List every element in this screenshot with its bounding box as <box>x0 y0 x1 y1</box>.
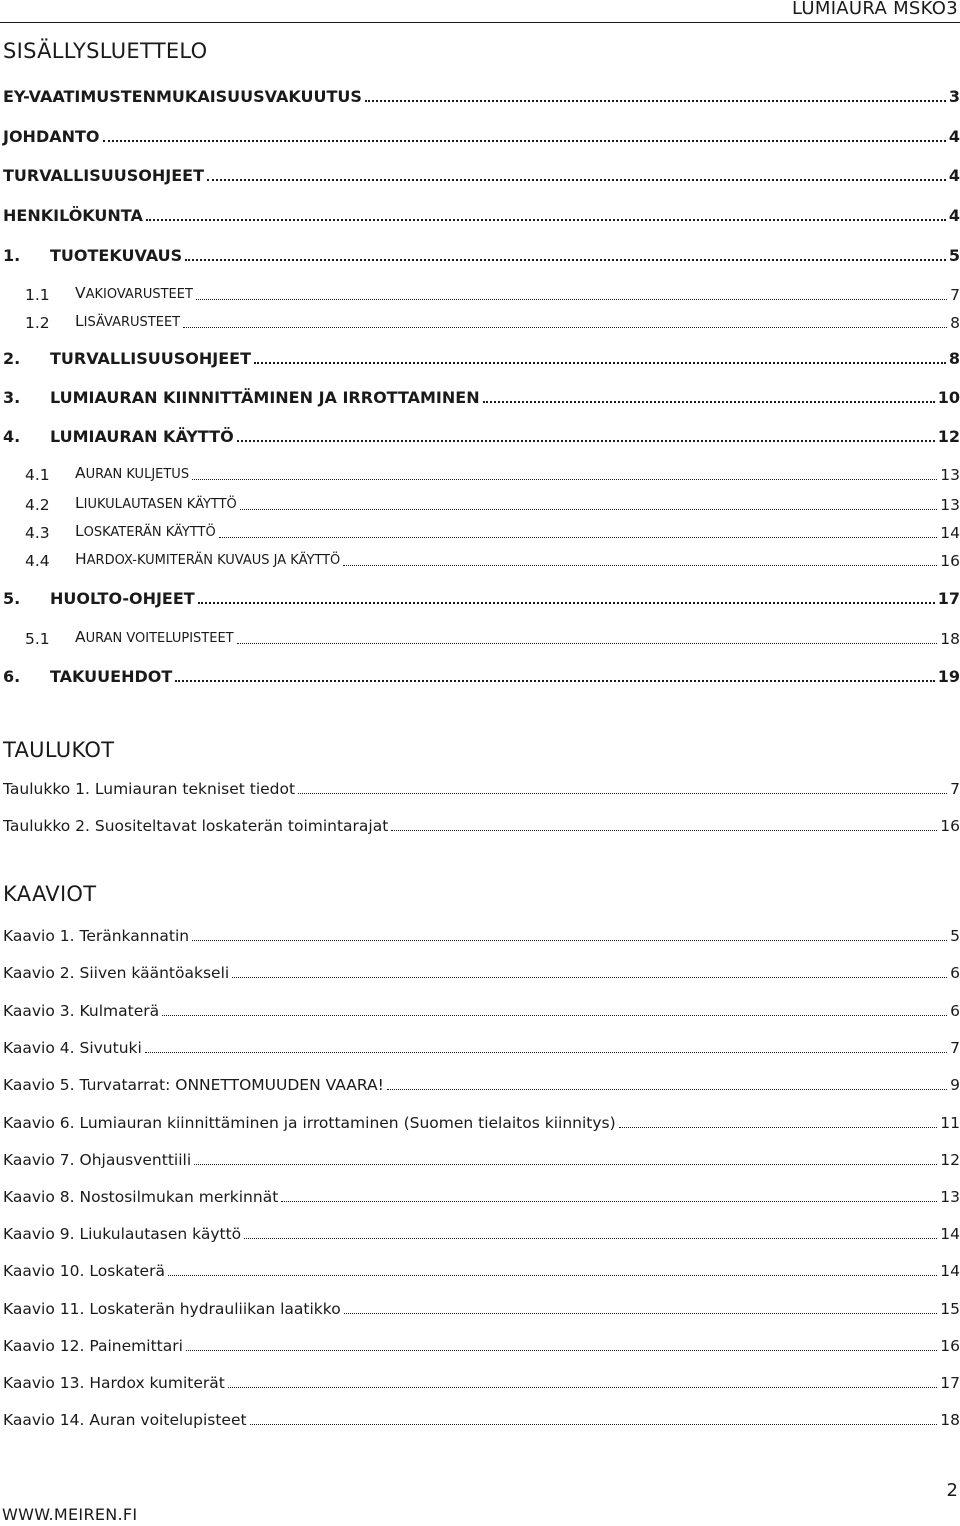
figure-entry-text: Kaavio 12. Painemittari <box>3 1337 183 1355</box>
figure-entry-text: Kaavio 11. Loskaterän hydrauliikan laatikko <box>3 1300 341 1318</box>
toc-entry[interactable] <box>3 124 960 148</box>
toc-entry-number: 5. <box>3 589 21 608</box>
dot-leader <box>483 401 935 403</box>
figure-entry-text: Kaavio 2. Siiven kääntöakseli <box>3 964 230 982</box>
figure-entry-page: 7 <box>950 1039 960 1057</box>
dot-leader <box>237 440 935 442</box>
toc-entry-text: TURVALLISUUSOHJEET <box>3 166 204 185</box>
figure-entry[interactable] <box>3 1147 960 1171</box>
toc-entry-text: LISÄVARUSTEET <box>75 312 181 330</box>
toc-entry-page: 17 <box>937 589 960 608</box>
dot-leader <box>175 680 934 682</box>
figure-entry[interactable] <box>3 960 960 984</box>
toc-title: SISÄLLYSLUETTELO <box>3 39 208 63</box>
toc-subentry[interactable] <box>3 282 960 306</box>
dot-leader <box>240 509 937 510</box>
dot-leader <box>162 1015 947 1016</box>
figure-entry[interactable] <box>3 1072 960 1096</box>
dot-leader <box>183 327 947 328</box>
figure-entry-page: 6 <box>950 964 960 982</box>
dot-leader <box>194 1164 937 1165</box>
website-link[interactable]: WWW.MEIREN.FI <box>2 1505 138 1524</box>
toc-entry-text: AURAN KULJETUS <box>75 464 190 482</box>
toc-entry-page: 4 <box>948 127 960 146</box>
toc-entry-text: HARDOX-KUMITERÄN KUVAUS JA KÄYTTÖ <box>75 550 341 568</box>
toc-entry-number: 4.4 <box>25 552 50 570</box>
toc-entry[interactable] <box>3 203 960 227</box>
dot-leader <box>146 219 946 221</box>
dot-leader <box>186 1350 937 1351</box>
figure-entry-page: 17 <box>940 1374 960 1392</box>
toc-entry-number: 6. <box>3 667 21 686</box>
dot-leader <box>281 1201 937 1202</box>
figure-entry[interactable] <box>3 1221 960 1245</box>
dot-leader <box>254 362 946 364</box>
toc-entry-page: 3 <box>948 87 960 106</box>
toc-entry-page: 5 <box>948 246 960 265</box>
dot-leader <box>619 1127 938 1128</box>
figure-entry-page: 15 <box>940 1300 960 1318</box>
figure-entry-text: Kaavio 7. Ohjausventtiili <box>3 1151 192 1169</box>
toc-entry-number: 1.1 <box>25 286 50 304</box>
toc-entry-number: 4. <box>3 427 21 446</box>
figure-entry[interactable] <box>3 1296 960 1320</box>
figure-entry-page: 6 <box>950 1002 960 1020</box>
table-entry-page: 16 <box>940 817 960 835</box>
tables-title: TAULUKOT <box>3 738 115 762</box>
toc-entry-page: 12 <box>937 427 960 446</box>
toc-entry-text: JOHDANTO <box>3 127 100 146</box>
dot-leader <box>198 602 935 604</box>
figure-entry-page: 11 <box>940 1114 960 1132</box>
figure-entry[interactable] <box>3 1184 960 1208</box>
figure-entry-page: 16 <box>940 1337 960 1355</box>
figure-entry-text: Kaavio 9. Liukulautasen käyttö <box>3 1225 242 1243</box>
toc-entry-number: 1.2 <box>25 314 50 332</box>
figure-entry[interactable] <box>3 1333 960 1357</box>
dot-leader <box>232 977 947 978</box>
toc-entry-page: 4 <box>948 206 960 225</box>
dot-leader <box>219 537 938 538</box>
toc-entry[interactable] <box>3 243 960 267</box>
dot-leader <box>103 140 946 142</box>
figure-entry-text: Kaavio 3. Kulmaterä <box>3 1002 160 1020</box>
figure-entry[interactable] <box>3 998 960 1022</box>
toc-subentry[interactable] <box>3 626 960 650</box>
dot-leader <box>207 179 946 181</box>
table-entry-page: 7 <box>950 780 960 798</box>
toc-entry-number: 2. <box>3 349 21 368</box>
toc-entry[interactable] <box>3 346 960 370</box>
toc-subentry[interactable] <box>3 310 960 334</box>
dot-leader <box>343 565 937 566</box>
toc-entry-page: 4 <box>948 166 960 185</box>
dot-leader <box>192 940 947 941</box>
toc-entry-number: 4.3 <box>25 524 50 542</box>
toc-entry[interactable] <box>3 424 960 448</box>
toc-entry-page: 8 <box>948 349 960 368</box>
figure-entry[interactable] <box>3 1370 960 1394</box>
toc-entry[interactable] <box>3 385 960 409</box>
figure-entry-text: Kaavio 4. Sivutuki <box>3 1039 142 1057</box>
toc-entry-text: LIUKULAUTASEN KÄYTTÖ <box>75 494 237 512</box>
dot-leader <box>298 793 947 794</box>
toc-entry-text: LUMIAURAN KIINNITTÄMINEN JA IRROTTAMINEN <box>50 388 480 407</box>
toc-entry[interactable] <box>3 664 960 688</box>
toc-entry-text: VAKIOVARUSTEET <box>75 284 193 302</box>
figure-entry[interactable] <box>3 1110 960 1134</box>
toc-entry-page: 19 <box>937 667 960 686</box>
toc-entry-page: 13 <box>940 496 960 514</box>
toc-entry-text: HUOLTO-OHJEET <box>50 589 195 608</box>
figure-entry-page: 14 <box>940 1225 960 1243</box>
toc-entry-page: 13 <box>940 466 960 484</box>
figure-entry-page: 14 <box>940 1262 960 1280</box>
figure-entry-text: Kaavio 6. Lumiauran kiinnittäminen ja irrottaminen (Suomen tielaitos kiinnitys) <box>3 1114 616 1132</box>
toc-entry-page: 16 <box>940 552 960 570</box>
dot-leader <box>237 643 938 644</box>
toc-entry-text: TURVALLISUUSOHJEET <box>50 349 251 368</box>
toc-entry[interactable] <box>3 586 960 610</box>
figure-entry[interactable] <box>3 1035 960 1059</box>
figure-entry-text: Kaavio 14. Auran voitelupisteet <box>3 1411 247 1429</box>
dot-leader <box>244 1238 937 1239</box>
toc-entry-text: LOSKATERÄN KÄYTTÖ <box>75 522 216 540</box>
toc-subentry[interactable] <box>3 548 960 572</box>
dot-leader <box>344 1313 938 1314</box>
toc-entry-text: HENKILÖKUNTA <box>3 206 143 225</box>
toc-subentry[interactable] <box>3 462 960 486</box>
toc-entry-page: 7 <box>950 286 960 304</box>
table-entry-text: Taulukko 1. Lumiauran tekniset tiedot <box>3 780 296 798</box>
toc-entry-page: 8 <box>950 314 960 332</box>
figure-entry[interactable] <box>3 923 960 947</box>
dot-leader <box>387 1089 947 1090</box>
toc-entry-number: 3. <box>3 388 21 407</box>
toc-entry[interactable] <box>3 84 960 108</box>
toc-entry-text: TAKUUEHDOT <box>50 667 173 686</box>
toc-entry-text: TUOTEKUVAUS <box>50 246 183 265</box>
figure-entry-text: Kaavio 10. Loskaterä <box>3 1262 165 1280</box>
figure-entry-text: Kaavio 5. Turvatarrat: ONNETTOMUUDEN VAARA! <box>3 1076 384 1094</box>
figure-entry[interactable] <box>3 1258 960 1282</box>
dot-leader <box>250 1424 938 1425</box>
page-number: 2 <box>946 1480 958 1501</box>
figure-entry-text: Kaavio 1. Teränkannatin <box>3 927 190 945</box>
dot-leader <box>192 479 937 480</box>
dot-leader <box>185 259 946 261</box>
dot-leader <box>365 100 946 102</box>
document-title: LUMIAURA MSKO3 <box>791 0 958 19</box>
dot-leader <box>168 1275 937 1276</box>
toc-subentry[interactable] <box>3 492 960 516</box>
figure-entry-page: 13 <box>940 1188 960 1206</box>
table-entry[interactable] <box>3 813 960 837</box>
table-entry[interactable] <box>3 776 960 800</box>
figure-entry-text: Kaavio 13. Hardox kumiterät <box>3 1374 225 1392</box>
figure-entry-text: Kaavio 8. Nostosilmukan merkinnät <box>3 1188 279 1206</box>
toc-entry-number: 5.1 <box>25 630 50 648</box>
toc-entry-number: 4.1 <box>25 466 50 484</box>
toc-entry-text: EY-VAATIMUSTENMUKAISUUSVAKUUTUS <box>3 87 362 106</box>
toc-entry-number: 4.2 <box>25 496 50 514</box>
figure-entry-page: 5 <box>950 927 960 945</box>
figure-entry-page: 9 <box>950 1076 960 1094</box>
toc-entry[interactable] <box>3 163 960 187</box>
figures-title: KAAVIOT <box>3 882 97 906</box>
dot-leader <box>228 1387 937 1388</box>
header-divider <box>0 22 960 23</box>
dot-leader <box>391 830 937 831</box>
table-entry-text: Taulukko 2. Suositeltavat loskaterän toimintarajat <box>3 817 389 835</box>
toc-subentry[interactable] <box>3 520 960 544</box>
toc-entry-number: 1. <box>3 246 21 265</box>
toc-entry-text: AURAN VOITELUPISTEET <box>75 628 234 646</box>
toc-entry-page: 18 <box>940 630 960 648</box>
figure-entry-page: 18 <box>940 1411 960 1429</box>
toc-entry-text: LUMIAURAN KÄYTTÖ <box>50 427 234 446</box>
toc-entry-page: 10 <box>937 388 960 407</box>
dot-leader <box>196 299 947 300</box>
figure-entry[interactable] <box>3 1407 960 1431</box>
figure-entry-page: 12 <box>940 1151 960 1169</box>
toc-entry-page: 14 <box>940 524 960 542</box>
dot-leader <box>145 1052 947 1053</box>
